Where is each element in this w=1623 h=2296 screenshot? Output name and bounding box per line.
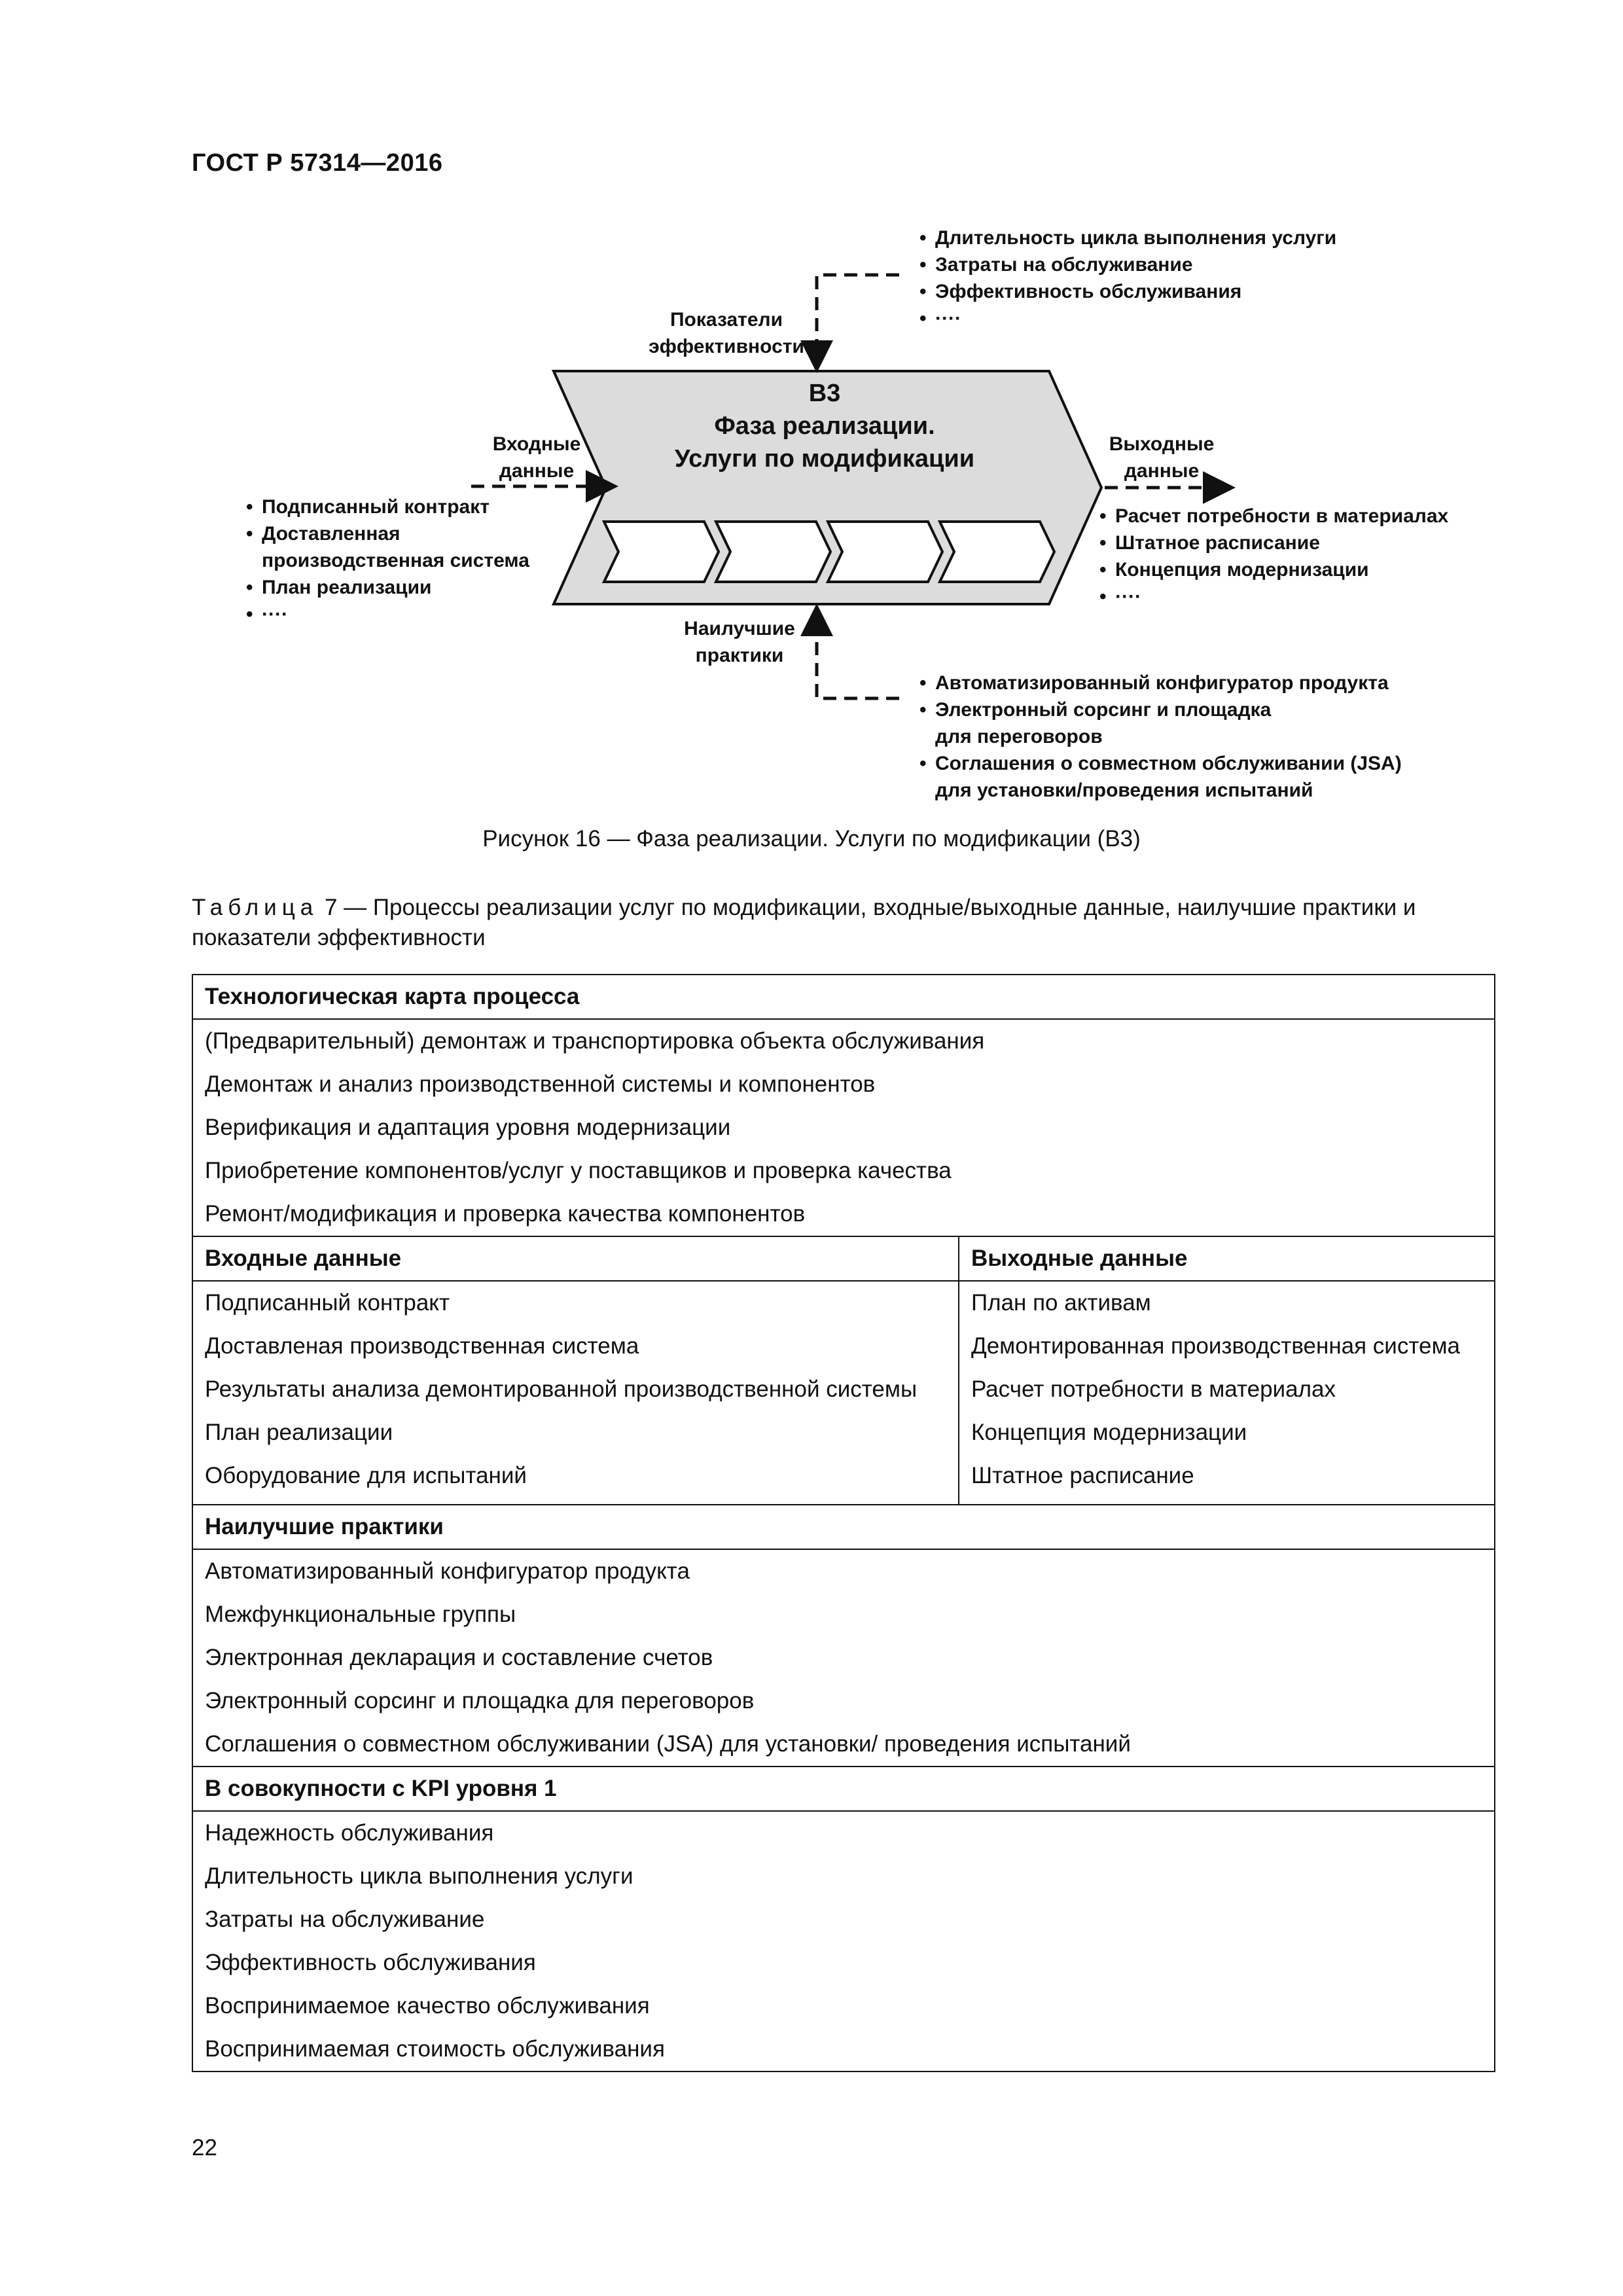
list-item: • Затраты на обслуживание	[919, 254, 1193, 276]
table-row	[193, 1810, 1494, 2071]
list-item: Соглашения о совместном обслуживании (JSA) для установки/ проведения испытаний	[205, 1731, 1131, 1757]
list-item: • Штатное расписание	[1099, 532, 1320, 554]
table-title-text: 7 — Процессы реализации услуг по модификации, входные/выходные данные, наилучшие практики и показатели эффективности	[192, 895, 1416, 950]
best-practices-label: Наилучшие практики	[684, 618, 795, 666]
list-item: • ····	[246, 603, 288, 625]
input-data-header: Входные данные	[193, 1237, 959, 1280]
phase-title	[589, 377, 1060, 475]
input-label: Входные данные	[492, 433, 581, 482]
list-item: • Расчет потребности в материалах	[1099, 505, 1449, 527]
process-map-header: Технологическая карта процесса	[205, 984, 580, 1009]
table-7	[192, 974, 1495, 2072]
list-item: Концепция модернизации	[971, 1420, 1247, 1445]
list-item: Приобретение компонентов/услуг у поставщиков и проверка качества	[205, 1158, 952, 1183]
list-item: • Электронный сорсинг и площадка для переговоров	[919, 699, 1272, 747]
best-practices-connector	[817, 610, 899, 698]
list-item: • ····	[919, 308, 961, 329]
table-row	[193, 1018, 1494, 1236]
list-item: • Доставленная производственная система	[246, 523, 529, 571]
kpi-items	[193, 1812, 1494, 2071]
process-chevron-2	[716, 522, 830, 582]
kpi-label: Показатели эффективности	[649, 309, 804, 357]
list-item: Оборудование для испытаний	[205, 1463, 527, 1488]
document-id: ГОСТ Р 57314—2016	[192, 149, 443, 177]
list-item: Результаты анализа демонтированной производственной системы	[205, 1376, 918, 1402]
input-data-items	[193, 1282, 959, 1504]
list-item: Длительность цикла выполнения услуги	[205, 1863, 633, 1889]
best-practices-items	[193, 1550, 1494, 1766]
list-item: • Подписанный контракт	[246, 496, 490, 518]
list-item: Ремонт/модификация и проверка качества компонентов	[205, 1201, 806, 1227]
best-practices-list	[919, 670, 1402, 804]
list-item: • Длительность цикла выполнения услуги	[919, 227, 1337, 249]
list-item: Эффективность обслуживания	[205, 1950, 536, 1975]
table-row	[193, 1280, 1494, 1504]
list-item: • Эффективность обслуживания	[919, 281, 1242, 302]
table-row	[193, 1766, 1494, 1810]
list-item: Электронная декларация и составление счетов	[205, 1645, 713, 1670]
phase-code: В3	[808, 380, 841, 407]
kpi-list	[919, 224, 1336, 332]
list-item: План реализации	[205, 1420, 393, 1445]
kpi-header: В совокупности с KPI уровня 1	[205, 1776, 557, 1801]
list-item: Электронный сорсинг и площадка для переговоров	[205, 1688, 755, 1713]
list-item: Воспринимаемая стоимость обслуживания	[205, 2036, 665, 2062]
process-chevron-4	[940, 522, 1054, 582]
list-item: • План реализации	[246, 577, 432, 598]
table-title-prefix: Таблица	[192, 895, 319, 920]
table-row	[193, 1549, 1494, 1766]
list-item: Верификация и адаптация уровня модернизации	[205, 1115, 731, 1140]
list-item: Затраты на обслуживание	[205, 1907, 485, 1932]
process-chevron-1	[604, 522, 719, 582]
output-label: Выходные данные	[1109, 433, 1215, 482]
process-map-items	[193, 1020, 1494, 1236]
list-item: Надежность обслуживания	[205, 1820, 494, 1846]
list-item: Межфункциональные группы	[205, 1602, 516, 1627]
list-item: • Концепция модернизации	[1099, 559, 1369, 581]
figure-caption: Рисунок 16 — Фаза реализации. Услуги по модификации (В3)	[482, 826, 1141, 852]
list-item: (Предварительный) демонтаж и транспортировка объекта обслуживания	[205, 1028, 985, 1054]
list-item: Автоматизированный конфигуратор продукта	[205, 1558, 690, 1584]
table-row	[193, 975, 1494, 1018]
table-row	[193, 1236, 1494, 1280]
page-number: 22	[192, 2135, 217, 2161]
list-item: Штатное расписание	[971, 1463, 1194, 1488]
list-item: • ····	[1099, 586, 1141, 607]
figure-16	[0, 0, 1623, 864]
list-item: Воспринимаемое качество обслуживания	[205, 1993, 650, 2018]
list-item: • Соглашения о совместном обслуживании (JSA) для установки/проведения испытаний	[919, 753, 1402, 801]
output-list	[1099, 503, 1448, 610]
best-practices-header: Наилучшие практики	[205, 1514, 444, 1539]
list-item: Демонтированная производственная система	[971, 1333, 1460, 1359]
input-list	[246, 493, 529, 628]
kpi-connector	[817, 275, 899, 367]
list-item: Доставленая производственная система	[205, 1333, 639, 1359]
list-item: • Автоматизированный конфигуратор продукта	[919, 672, 1389, 694]
output-data-header: Выходные данные	[971, 1246, 1188, 1271]
output-data-items	[959, 1282, 1494, 1504]
list-item: Расчет потребности в материалах	[971, 1376, 1336, 1402]
process-chevron-3	[828, 522, 942, 582]
list-item: Подписанный контракт	[205, 1290, 450, 1316]
table-row	[193, 1504, 1494, 1549]
table-title	[192, 893, 1495, 953]
list-item: Демонтаж и анализ производственной системы и компонентов	[205, 1071, 876, 1097]
list-item: План по активам	[971, 1290, 1151, 1316]
phase-title-line-2: Услуги по модификации	[674, 445, 975, 473]
phase-title-line-1: Фаза реализации.	[714, 412, 935, 440]
